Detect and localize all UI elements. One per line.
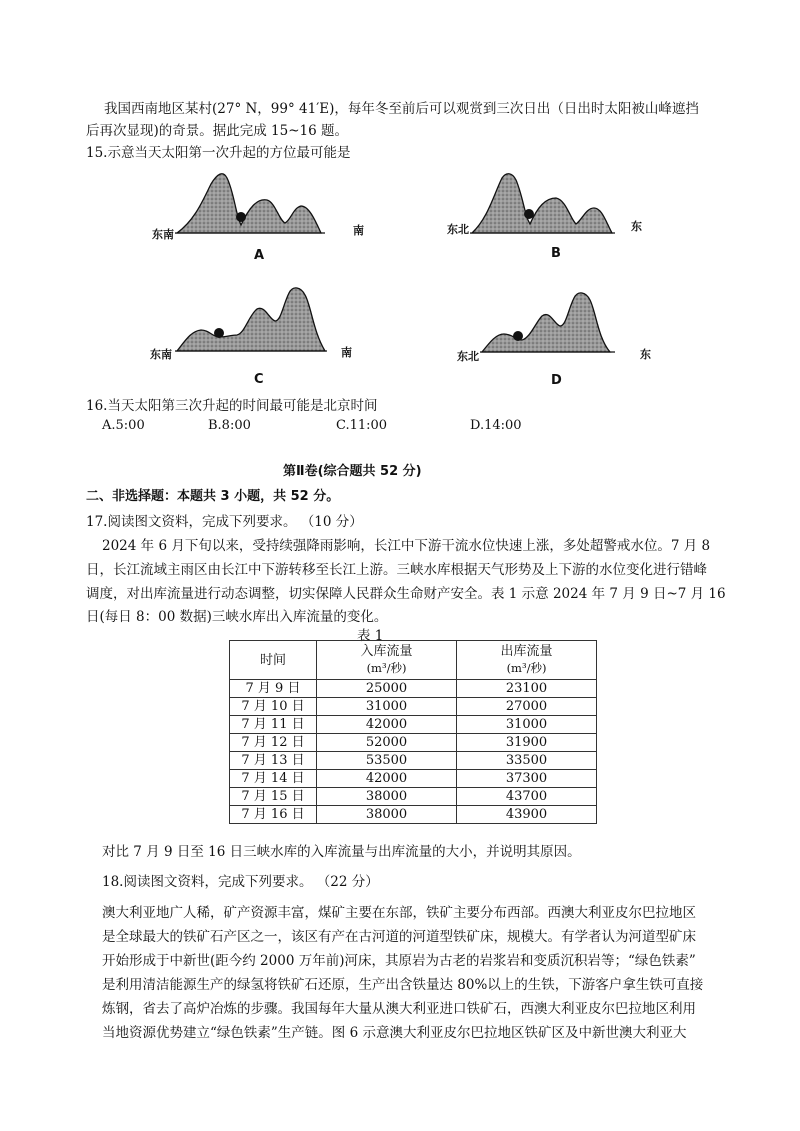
- figure-b-left-label: 东北: [447, 223, 469, 236]
- figure-d-letter: D: [551, 373, 562, 388]
- mountain-c-icon: [175, 285, 355, 355]
- q16-option-b: B.8:00: [208, 418, 251, 433]
- part2-title: 第Ⅱ卷(综合题共 52 分): [283, 464, 422, 479]
- header-date: 时间: [230, 641, 317, 680]
- part2-section-heading: 二、非选择题：本题共 3 小题，共 52 分。: [86, 489, 340, 504]
- q18-para-line-5: 炼钢，省去了高炉冶炼的步骤。我国每年大量从澳大利亚进口铁矿石，西澳大利亚皮尔巴拉地区利用: [102, 1001, 696, 1017]
- mountain-a-icon: [175, 170, 355, 236]
- q16-stem: 16.当天太阳第三次升起的时间最可能是北京时间: [86, 398, 378, 414]
- q18-para-line-2: 是全球最大的铁矿石产区之一，该区有产在古河道的河道型铁矿床，规模大。有学者认为河道型矿床: [102, 929, 696, 945]
- table-row: 7 月 11 日 42000 31000: [230, 716, 597, 734]
- figure-b-mountain-profile: [470, 170, 650, 236]
- figure-a-letter: A: [254, 248, 265, 263]
- intro-line-1: 我国西南地区某村(27° N，99° 41′E)，每年冬至前后可以观赏到三次日出（日出时太阳被山峰遮挡: [104, 101, 699, 117]
- q18-para-line-1: 澳大利亚地广人稀，矿产资源丰富，煤矿主要在东部，铁矿主要分布西部。西澳大利亚皮尔巴拉地区: [102, 905, 696, 921]
- table-row: 7 月 9 日 25000 23100: [230, 680, 597, 698]
- mountain-b-icon: [470, 170, 650, 236]
- q18-para-line-6: 当地资源优势建立“绿色铁素”生产链。图 6 示意澳大利亚皮尔巴拉地区铁矿区及中新世澳大利亚大: [102, 1025, 687, 1041]
- table-row: 7 月 15 日 38000 43700: [230, 788, 597, 806]
- q17-question: 对比 7 月 9 日至 16 日三峡水库的入库流量与出库流量的大小，并说明其原因。: [102, 844, 581, 860]
- q18-stem: 18.阅读图文资料，完成下列要求。 （22 分）: [102, 874, 379, 890]
- figure-c-left-label: 东南: [150, 348, 172, 361]
- q16-option-d: D.14:00: [470, 418, 522, 433]
- q18-para-line-3: 开始形成于中新世(距今约 2000 万年前)河床，其原岩为古老的岩浆岩和变质沉积岩等；“绿色铁素”: [102, 953, 696, 969]
- figure-d-mountain-profile: [480, 290, 650, 356]
- header-inflow: 入库流量 (m³/秒): [317, 641, 457, 680]
- table-row: 7 月 14 日 42000 37300: [230, 770, 597, 788]
- q16-option-a: A.5:00: [102, 418, 145, 433]
- mountain-d-icon: [480, 290, 650, 356]
- figure-d-left-label: 东北: [457, 350, 479, 363]
- figure-c-right-label: 南: [341, 346, 352, 359]
- figure-c-mountain-profile: [175, 285, 355, 355]
- figure-a-mountain-profile: [175, 170, 355, 236]
- table-header-row: [230, 641, 597, 680]
- table-row: 7 月 12 日 52000 31900: [230, 734, 597, 752]
- q15-stem: 15.示意当天太阳第一次升起的方位最可能是: [86, 145, 351, 161]
- q18-para-line-4: 是利用清洁能源生产的绿氢将铁矿石还原，生产出含铁量达 80%以上的生铁，下游客户拿生铁可直接: [102, 977, 704, 993]
- inflow-outflow-table: [229, 640, 597, 824]
- figure-a-right-label: 南: [353, 224, 364, 237]
- intro-line-2: 后再次显现)的奇景。据此完成 15~16 题。: [86, 123, 349, 139]
- figure-b-right-label: 东: [631, 220, 642, 233]
- figure-d-right-label: 东: [640, 348, 651, 361]
- figure-c-letter: C: [254, 372, 264, 387]
- q16-option-c: C.11:00: [336, 418, 388, 433]
- table-row: 7 月 13 日 53500 33500: [230, 752, 597, 770]
- table-row: 7 月 16 日 38000 43900: [230, 806, 597, 824]
- q17-para-line-1: 2024 年 6 月下旬以来，受持续强降雨影响，长江中下游干流水位快速上涨，多处超警戒水位。7 月 8: [102, 538, 711, 554]
- figure-a-left-label: 东南: [152, 228, 174, 241]
- table-1-caption: 表 1: [357, 628, 384, 644]
- figure-b-letter: B: [551, 246, 561, 261]
- q17-stem: 17.阅读图文资料，完成下列要求。 （10 分）: [86, 514, 363, 530]
- q17-para-line-3: 调度，对出库流量进行动态调整，切实保障人民群众生命财产安全。表 1 示意 2024 年 7 月 9 日~7 月 16: [86, 586, 726, 602]
- table-row: 7 月 10 日 31000 27000: [230, 698, 597, 716]
- header-outflow: 出库流量 (m³/秒): [457, 641, 597, 680]
- q17-para-line-2: 日，长江流域主雨区由长江中下游转移至长江上游。三峡水库根据天气形势及上下游的水位变化进行错峰: [86, 562, 707, 578]
- q17-para-line-4: 日(每日 8：00 数据)三峡水库出入库流量的变化。: [86, 609, 388, 625]
